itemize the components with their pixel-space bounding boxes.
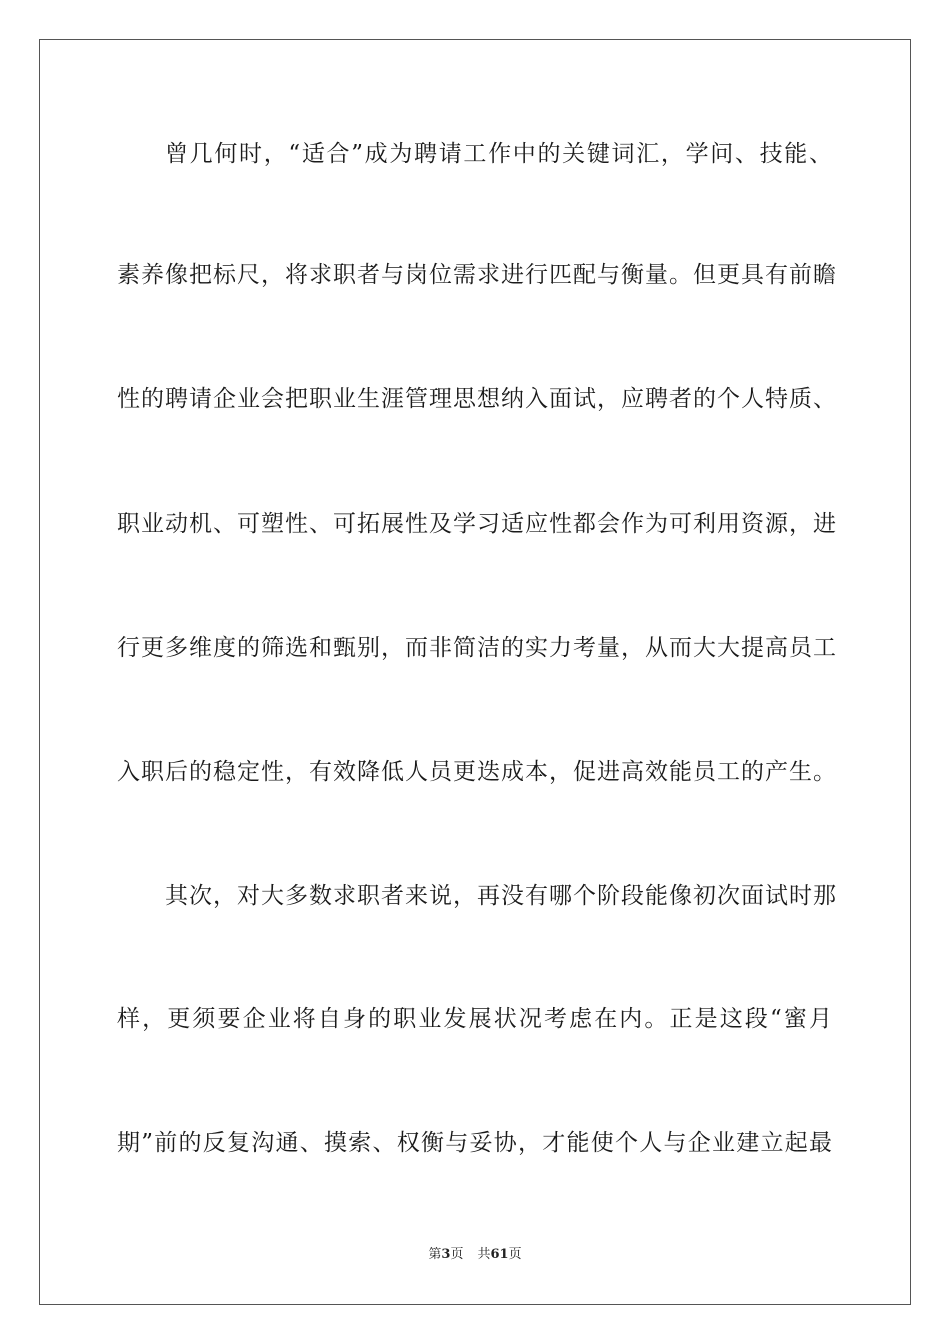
page-border — [39, 39, 911, 1305]
paragraph-1-line-3: 性的聘请企业会把职业生涯管理思想纳入面试，应聘者的个人特质、 — [117, 386, 837, 412]
paragraph-2-line-3: 期”前的反复沟通、摸索、权衡与妥协，才能使个人与企业建立起最 — [117, 1130, 833, 1156]
page-prefix: 第 — [428, 1247, 442, 1262]
paragraph-1-line-5: 行更多维度的筛选和甄别，而非简洁的实力考量，从而大大提高员工 — [117, 635, 837, 661]
page-suffix: 页 — [450, 1247, 464, 1262]
total-pages: 61 — [490, 1247, 509, 1262]
total-prefix: 共 — [477, 1247, 491, 1262]
paragraph-1-line-1: 曾几何时，“适合”成为聘请工作中的关键词汇，学问、技能、 — [165, 141, 833, 167]
total-suffix: 页 — [508, 1247, 522, 1262]
paragraph-1-line-4: 职业动机、可塑性、可拓展性及学习适应性都会作为可利用资源，进 — [117, 511, 837, 537]
paragraph-1-line-2: 素养像把标尺，将求职者与岗位需求进行匹配与衡量。但更具有前瞻 — [117, 262, 837, 288]
paragraph-2-line-1: 其次，对大多数求职者来说，再没有哪个阶段能像初次面试时那 — [165, 883, 837, 909]
paragraph-2-line-2: 样，更须要企业将自身的职业发展状况考虑在内。正是这段“蜜月 — [117, 1006, 833, 1032]
page-footer — [0, 1246, 950, 1264]
paragraph-1-line-6: 入职后的稳定性，有效降低人员更迭成本，促进高效能员工的产生。 — [117, 759, 837, 785]
page-number: 3 — [441, 1247, 451, 1262]
